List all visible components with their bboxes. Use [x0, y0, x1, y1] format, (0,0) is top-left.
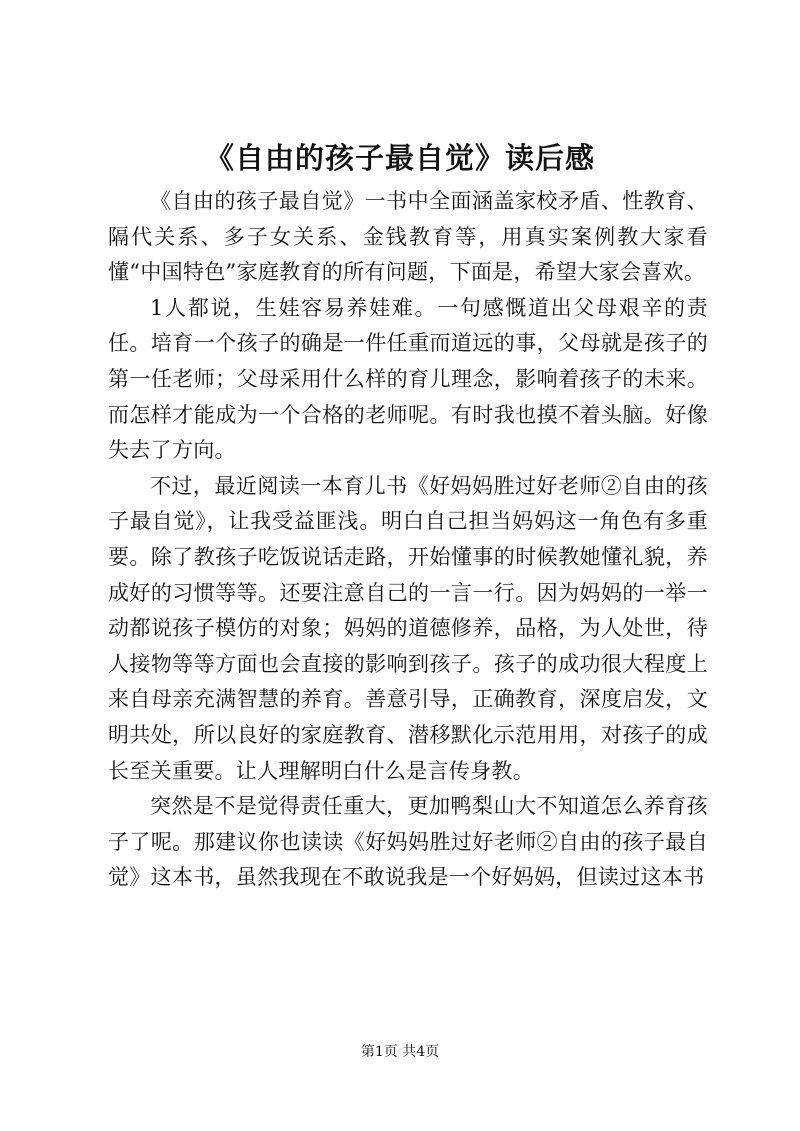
document-title: 《自由的孩子最自觉》读后感	[204, 141, 595, 175]
paragraph: 1人都说，生娃容易养娃难。一句感慨道出父母艰辛的责任。培育一个孩子的确是一件任重而道远的事，父母就是孩子的第一任老师；父母采用什么样的育儿理念，影响着孩子的未来。而怎样才能成为一个合格的老师呢。有时我也摸不着头脑。好像失去了方向。	[108, 295, 708, 463]
paragraph: 《自由的孩子最自觉》一书中全面涵盖家校矛盾、性教育、隔代关系、多子女关系、金钱教育等，用真实案例教大家看懂“中国特色”家庭教育的所有问题，下面是，希望大家会喜欢。	[108, 189, 708, 285]
paragraph: 不过，最近阅读一本育儿书《好妈妈胜过好老师②自由的孩子最自觉》，让我受益匪浅。明白自己担当妈妈这一角色有多重要。除了教孩子吃饭说话走路，开始懂事的时候教她懂礼貌，养成好的习惯等等。还要注意自己的一言一行。因为妈妈的一举一动都说孩子模仿的对象；妈妈的道德修养，品格，为人处世，待人接物等等方面也会直接的影响到孩子。孩子的成功很大程度上来自母亲充满智慧的养育。善意引导，正确教育，深度启发，文明共处，所以良好的家庭教育、潜移默化示范用用，对孩子的成长至关重要。让人理解明白什么是言传身教。	[108, 473, 708, 783]
page-number-footer: 第1页 共4页	[360, 1044, 440, 1060]
document-body	[108, 184, 708, 896]
paragraph: 突然是不是觉得责任重大，更加鸭梨山大不知道怎么养育孩子了呢。那建议你也读读《好妈妈胜过好老师②自由的孩子最自觉》这本书，虽然我现在不敢说我是一个好妈妈，但读过这本书	[108, 794, 708, 890]
